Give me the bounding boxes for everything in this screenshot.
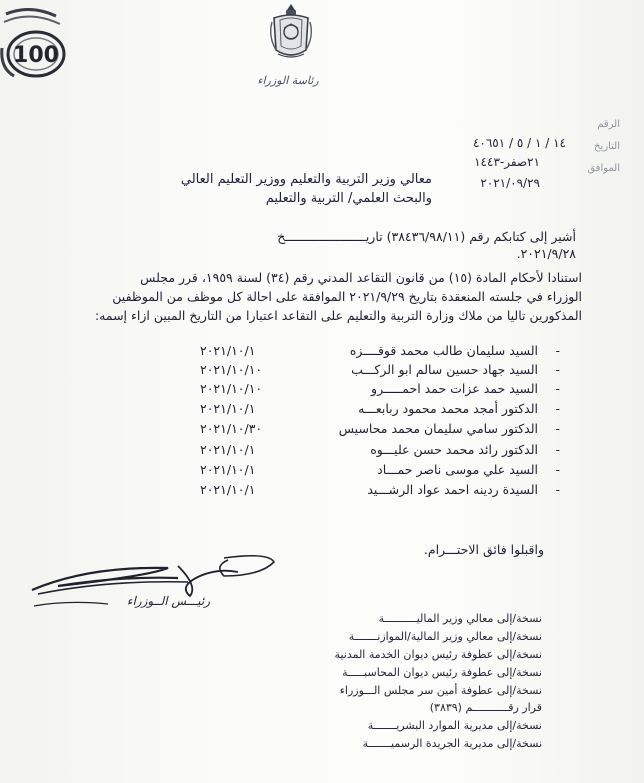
list-dash: - — [555, 401, 560, 416]
centennial-seal-logo — [0, 8, 66, 80]
employee-name: السيدة ردينه احمد عواد الرشـــيد — [367, 482, 538, 497]
paragraph-line-1: استنادا لأحكام المادة (١٥) من قانون التقاعد المدني رقم (٣٤) لسنة ١٩٥٩، قرر مجلس — [140, 270, 582, 285]
retirement-date: ٢٠٢١/١٠/١ — [200, 343, 256, 358]
closing-text: واقبلوا فائق الاحتـــرام. — [423, 542, 544, 557]
retirement-date: ٢٠٢١/١٠/١ — [200, 442, 256, 457]
addressee-line-1: معالي وزير التربية والتعليم ووزير التعليم العالي — [180, 172, 432, 187]
copy-item: نسخة/إلى عطوفة أمين سر مجلس الـــوزراء — [339, 684, 542, 697]
retirement-date: ٢٠٢١/١٠/١ — [200, 462, 256, 477]
ref-label: الرقم — [597, 119, 620, 130]
copy-item: نسخة/إلى مديرية الجريدة الرسميـــــــة — [362, 737, 542, 750]
list-dash: - — [555, 362, 560, 377]
retirement-date: ٢٠٢١/١٠/١ — [200, 482, 256, 497]
list-dash: - — [555, 381, 560, 396]
list-dash: - — [555, 421, 560, 436]
employee-name: الدكتور أمجد محمد محمود ربابعـــه — [358, 401, 538, 416]
list-item — [200, 421, 560, 439]
centennial-number: 100 — [13, 43, 59, 68]
retirement-date: ٢٠٢١/١٠/١٠ — [200, 362, 263, 377]
employee-name: السيد علي موسى ناصر حمـــاد — [377, 462, 538, 477]
office-label: رئاسة الوزراء — [257, 74, 319, 87]
list-dash: - — [555, 482, 560, 497]
employee-name: الدكتور سامي سليمان محمد محاسيس — [338, 421, 538, 436]
paragraph-line-3: المذكورين تاليا من ملاك وزارة التربية والتعليم على التقاعد اعتبارا من التاريخ المبين ازاء إسمه: — [94, 308, 582, 323]
gregorian-date: ٢٠٢١/٠٩/٢٩ — [480, 176, 540, 190]
retirement-date: ٢٠٢١/١٠/١٠ — [200, 381, 263, 396]
reference-line-1: أشير إلى كتابكم رقم (٣٨٤٣٦/٩٨/١١) تاريــــــــــــــــــــــخ — [277, 229, 576, 244]
employee-name: السيد سليمان طالب محمد قوقــــزه — [349, 343, 538, 358]
employee-name: السيد حمد عزات حمد احمـــــرو — [371, 381, 538, 396]
copy-item: نسخة/إلى عطوفة رئيس ديوان المحاسبـــــة — [342, 666, 542, 679]
date-label: التاريخ — [594, 141, 620, 152]
retirement-date: ٢٠٢١/١٠/٣٠ — [200, 421, 263, 436]
employee-name: الدكتور رائد محمد حسن عليـــوه — [370, 442, 538, 457]
list-dash: - — [555, 442, 560, 457]
signature-title: رئيـــس الــوزراء — [126, 594, 210, 608]
list-item — [200, 362, 560, 380]
list-item — [200, 462, 560, 480]
coat-of-arms-icon — [268, 2, 314, 62]
list-item — [200, 482, 560, 500]
corresponding-label: الموافق — [587, 163, 620, 174]
copy-item: نسخة/إلى مديرية الموارد البشريـــــــة — [367, 719, 542, 732]
list-item — [200, 401, 560, 419]
list-item — [200, 381, 560, 399]
employee-name: السيد جهاد حسين سالم ابو الركـــب — [351, 362, 538, 377]
list-dash: - — [555, 343, 560, 358]
decision-number: قرار رقـــــــــــم (٣٨٣٩) — [429, 701, 542, 714]
copy-item: نسخة/إلى معالي وزير الماليــــــــــة — [378, 612, 542, 625]
retirement-date: ٢٠٢١/١٠/١ — [200, 401, 256, 416]
list-item — [200, 343, 560, 361]
hijri-date: ٢١صفر-١٤٤٣ — [474, 155, 540, 169]
copy-item: نسخة/إلى معالي وزير المالية/الموازنـــــــة — [348, 630, 542, 643]
addressee-line-2: والبحث العلمي/ التربية والتعليم — [265, 191, 432, 206]
list-dash: - — [555, 462, 560, 477]
paragraph-line-2: الوزراء في جلسته المنعقدة بتاريخ ٢٠٢١/٩/٢٩ الموافقة على احالة كل موظف من الموظفين — [112, 289, 582, 304]
copy-item: نسخة/إلى عطوفة رئيس ديوان الخدمة المدنية — [334, 648, 542, 661]
list-item — [200, 442, 560, 460]
reference-number: ١٤ / ١ / ٥ / ٤٠٦٥١ — [472, 136, 566, 150]
reference-line-2: ٢٠٢١/٩/٢٨. — [516, 246, 576, 261]
